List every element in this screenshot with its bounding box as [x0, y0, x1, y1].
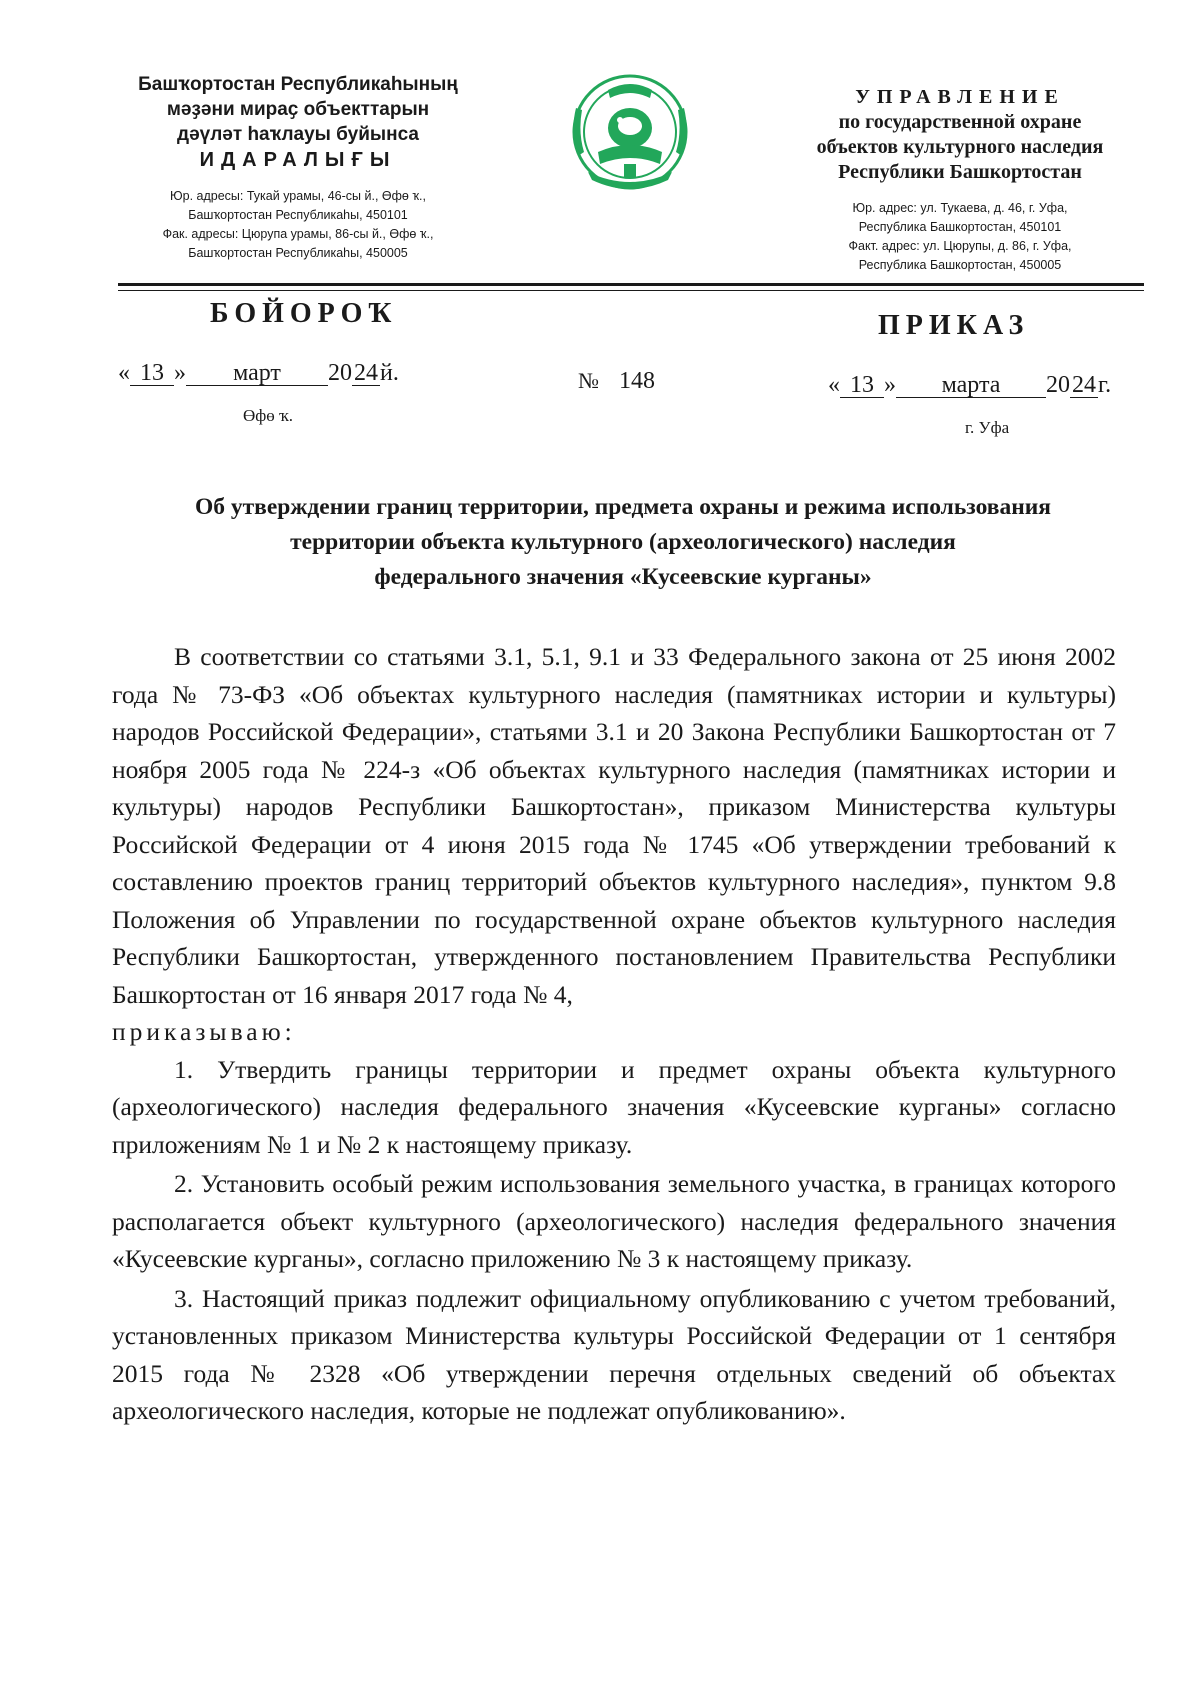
order-item-1: 1. Утвердить границы территории и предмет охраны объекта культурного (археологического) наследия федерального значения «Кусеевские курганы» согласно приложениям № 1 и № 2 к настоящему приказу.	[112, 1054, 1116, 1159]
date-year-suffix: 24	[354, 360, 378, 386]
address-line: Фак. адресы: Цюрупа урамы, 86-сы й., Өфө ҡ.,	[162, 227, 434, 241]
date-year-unit: г.	[1098, 372, 1112, 398]
city-bashkir: Өфө ҡ.	[243, 406, 294, 425]
address-line: Факт. адрес: ул. Цюрупы, д. 86, г. Уфа,	[848, 239, 1072, 253]
org-name-line: Башҡортостан Республикаһының	[138, 74, 458, 95]
number-sign: №	[578, 368, 599, 393]
document-body	[112, 638, 1116, 1430]
order-item-2: 2. Установить особый режим использования земельного участка, в границах которого располагается объект культурного (археологического) наследия федерального значения «Кусеевские курганы», согласно приложению № 3 к настоящему приказу.	[112, 1169, 1116, 1273]
header-right-russian	[790, 84, 1130, 275]
title-line: федерального значения «Кусеевские курганы»	[374, 564, 872, 590]
org-name-line: по государственной охране	[838, 111, 1082, 133]
date-russian	[828, 372, 1111, 399]
order-number	[578, 368, 655, 395]
date-year-unit: й.	[380, 360, 399, 386]
org-title: УПРАВЛЕНИЕ	[855, 86, 1065, 108]
date-day: 13	[130, 361, 174, 386]
document-title	[118, 490, 1128, 595]
number-value: 148	[619, 368, 655, 394]
date-bashkir	[118, 360, 399, 387]
date-month: март	[186, 361, 328, 386]
date-year-prefix: 20	[328, 360, 352, 386]
preamble-paragraph: В соответствии со статьями 3.1, 5.1, 9.1 и 33 Федерального закона от 25 июня 2002 года № 73-ФЗ «Об объектах культурного наследия (памятниках истории и культуры) народов Российской Федерации», статьями 3.1 и 20 Закона Республики Башкортостан от 7 ноября 2005 года № 224-з «Об объектах культурного наследия (памятниках истории и культуры) народов Республики Башкортостан», приказом Министерства культуры Российской Федерации от 4 июня 2015 года № 1745 «Об утверждении требований к составлению проектов границ территорий объектов культурного наследия», пунктом 9.8 Положения об Управлении по государственной охране объектов культурного наследия Республики Башкортостан, утвержденного постановлением Правительства Республики Башкортостан от 16 января 2017 года № 4,	[112, 642, 1116, 1009]
date-month: марта	[896, 373, 1046, 398]
order-word: приказываю:	[112, 1017, 296, 1046]
doc-type-russian: ПРИКАЗ	[878, 310, 1030, 341]
quote-open: «	[828, 372, 840, 398]
quote-close: »	[174, 360, 186, 386]
address-line: Башҡортостан Республикаһы, 450101	[188, 208, 408, 222]
org-address	[118, 187, 478, 263]
date-day: 13	[840, 373, 884, 398]
org-name-line: мәҙәни мираҫ объекттарын	[166, 99, 430, 120]
order-item-3: 3. Настоящий приказ подлежит официальному опубликованию с учетом требований, установленных приказом Министерства культуры Российской Федерации от 1 сентября 2015 года № 2328 «Об утверждении перечня отдельных сведений об объектах археологического наследия, которые не подлежат опубликованию».	[112, 1283, 1116, 1425]
org-name-line: Республики Башкортостан	[838, 161, 1082, 183]
doc-type-bashkir: БОЙОРОҠ	[210, 298, 398, 329]
address-line: Юр. адрес: ул. Тукаева, д. 46, г. Уфа,	[852, 201, 1068, 215]
header-divider	[118, 283, 1144, 286]
quote-close: »	[884, 372, 896, 398]
header-divider-thin	[118, 290, 1144, 291]
title-line: Об утверждении границ территории, предмета охраны и режима использования	[194, 494, 1051, 520]
address-line: Юр. адресы: Тукай урамы, 46-сы й., Өфө ҡ.,	[170, 189, 426, 203]
date-year-prefix: 20	[1046, 372, 1070, 398]
bashkortostan-coat-of-arms-icon	[568, 68, 692, 208]
date-year-suffix: 24	[1072, 372, 1096, 398]
title-line: территории объекта культурного (археологического) наследия	[290, 529, 956, 555]
address-line: Башҡортостан Республикаһы, 450005	[188, 246, 408, 260]
quote-open: «	[118, 360, 130, 386]
address-line: Республика Башкортостан, 450101	[858, 220, 1062, 234]
org-title: ИДАРАЛЫҒЫ	[199, 149, 397, 171]
city-russian: г. Уфа	[965, 418, 1010, 437]
address-line: Республика Башкортостан, 450005	[858, 258, 1062, 272]
header-left-bashkir	[118, 72, 478, 263]
org-name-line: объектов культурного наследия	[816, 136, 1104, 158]
org-name-line: дәүләт һаҡлауы буйынса	[177, 124, 419, 145]
org-address	[790, 199, 1130, 275]
